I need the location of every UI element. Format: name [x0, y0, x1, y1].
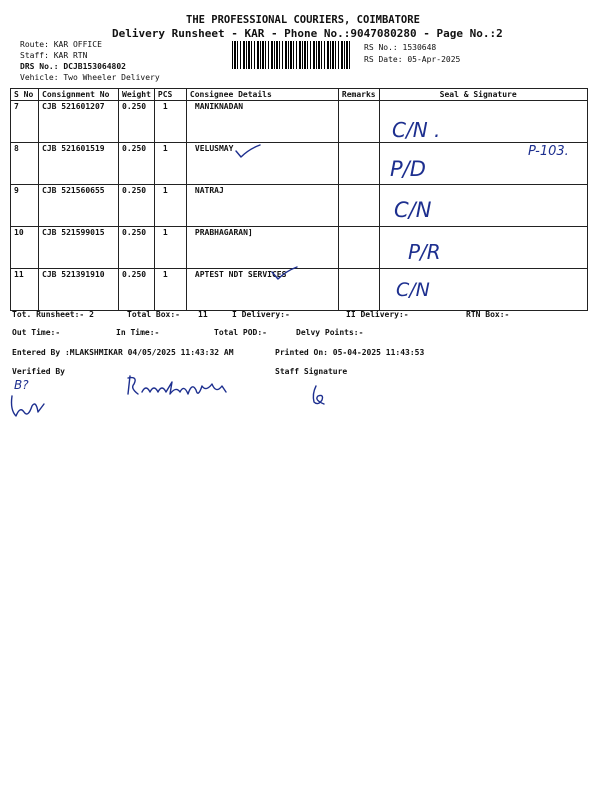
- cell-weight: 0.250: [119, 185, 155, 227]
- delvy-points: Delvy Points:-: [296, 328, 364, 337]
- tot-runsheet: Tot. Runsheet:- 2: [12, 310, 94, 319]
- tick-mark: [270, 266, 300, 282]
- total-box-label: Total Box:-: [127, 310, 180, 319]
- cell-consignee: NATRAJ: [186, 185, 338, 227]
- cell-pcs: 1: [154, 143, 186, 185]
- cell-weight: 0.250: [119, 101, 155, 143]
- table-row: [11, 185, 588, 227]
- cell-sno: 7: [11, 101, 39, 143]
- cell-consignment: CJB 521601519: [39, 143, 119, 185]
- handwritten-status: P/R: [408, 240, 441, 264]
- cell-pcs: 1: [154, 185, 186, 227]
- entered-by: Entered By :MLAKSHMIKAR 04/05/2025 11:43:32 AM: [12, 348, 234, 357]
- col-pcs: PCS: [154, 89, 186, 101]
- cell-consignment: CJB 521391910: [39, 269, 119, 311]
- staff-signature-label: Staff Signature: [275, 367, 348, 376]
- table-row: [11, 101, 588, 143]
- cell-remarks: [338, 269, 379, 311]
- verifier-initials: B?: [14, 378, 29, 392]
- table-row: [11, 143, 588, 185]
- col-remarks: Remarks: [338, 89, 379, 101]
- col-consignee: Consignee Details: [186, 89, 338, 101]
- cell-consignee: VELUSMAY: [186, 143, 338, 185]
- tick-mark: [234, 143, 264, 159]
- cell-weight: 0.250: [119, 143, 155, 185]
- handwritten-status: C/N: [394, 198, 432, 222]
- handwritten-status: C/N .: [392, 118, 441, 142]
- cell-consignment: CJB 521601207: [39, 101, 119, 143]
- cell-pcs: 1: [154, 227, 186, 269]
- runsheet-title: Delivery Runsheet - KAR - Phone No.:9047080280 - Page No.:2: [112, 27, 503, 40]
- cell-consignment: CJB 521560655: [39, 185, 119, 227]
- vehicle: Vehicle: Two Wheeler Delivery: [20, 73, 160, 82]
- table-header-row: [11, 89, 588, 101]
- verified-by-label: Verified By: [12, 367, 65, 376]
- staff-signature-mark: [306, 384, 330, 408]
- cell-weight: 0.250: [119, 227, 155, 269]
- verifier-signature: [8, 392, 48, 422]
- cell-remarks: [338, 143, 379, 185]
- col-sno: S No: [11, 89, 39, 101]
- route: Route: KAR OFFICE: [20, 40, 102, 49]
- recipient-signature: [124, 372, 234, 402]
- total-pod: Total POD:-: [214, 328, 267, 337]
- handwritten-status: C/N: [396, 279, 430, 301]
- cell-sno: 10: [11, 227, 39, 269]
- cell-pcs: 1: [154, 101, 186, 143]
- cell-consignee: PRABHAGARAN]: [186, 227, 338, 269]
- rs-date: RS Date: 05-Apr-2025: [364, 55, 461, 64]
- cell-consignee: MANIKNADAN: [186, 101, 338, 143]
- in-time: In Time:-: [116, 328, 160, 337]
- cell-consignment: CJB 521599015: [39, 227, 119, 269]
- cell-pcs: 1: [154, 269, 186, 311]
- out-time: Out Time:-: [12, 328, 61, 337]
- total-box-value: 11: [198, 310, 208, 319]
- cell-remarks: [338, 101, 379, 143]
- company-name: THE PROFESSIONAL COURIERS, COIMBATORE: [186, 14, 420, 26]
- barcode: [232, 41, 350, 69]
- handwritten-margin-note: P-103.: [528, 144, 569, 159]
- handwritten-status: P/D: [390, 157, 426, 181]
- i-delivery: I Delivery:-: [232, 310, 290, 319]
- staff: Staff: KAR RTN: [20, 51, 88, 60]
- rs-number: RS No.: 1530648: [364, 43, 437, 52]
- table-row: [11, 227, 588, 269]
- drs-number: DRS No.: DCJB153064802: [20, 62, 126, 71]
- cell-sno: 11: [11, 269, 39, 311]
- cell-consignee: APTEST NDT SERVICES: [186, 269, 338, 311]
- cell-remarks: [338, 185, 379, 227]
- col-consignment: Consignment No: [39, 89, 119, 101]
- cell-weight: 0.250: [119, 269, 155, 311]
- cell-sno: 9: [11, 185, 39, 227]
- rtn-box: RTN Box:-: [466, 310, 510, 319]
- col-weight: Weight: [119, 89, 155, 101]
- ii-delivery: II Delivery:-: [346, 310, 409, 319]
- cell-remarks: [338, 227, 379, 269]
- printed-on: Printed On: 05-04-2025 11:43:53: [275, 348, 425, 357]
- col-seal: Seal & Signature: [379, 89, 587, 101]
- cell-sno: 8: [11, 143, 39, 185]
